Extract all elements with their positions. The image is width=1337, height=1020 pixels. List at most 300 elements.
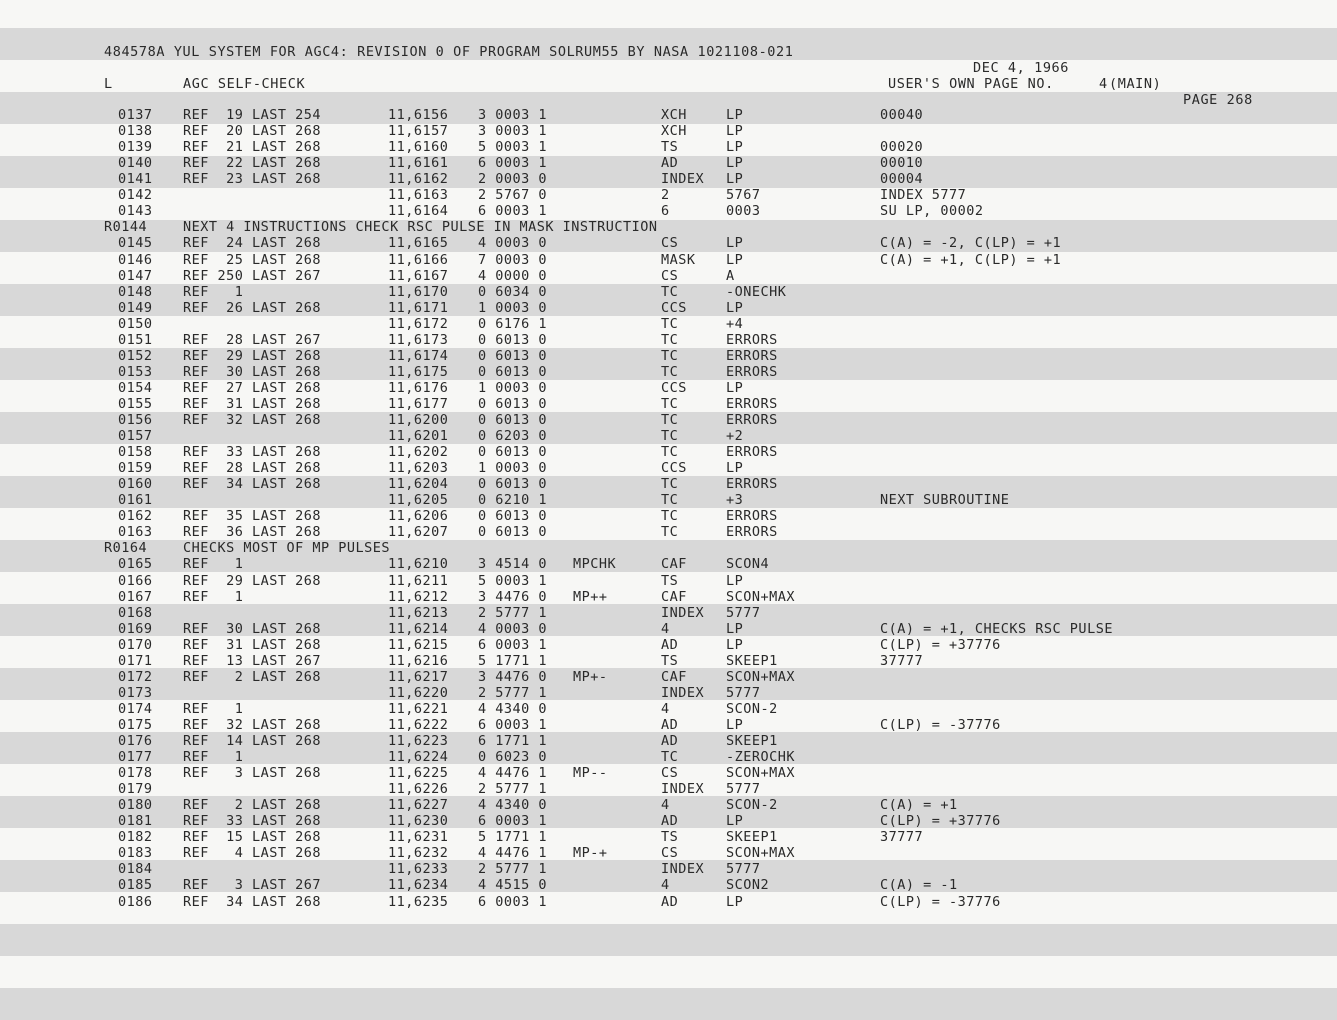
- operand: SCON4: [726, 556, 770, 573]
- header-title: 484578A YUL SYSTEM FOR AGC4: REVISION 0 OF PROGRAM SOLRUM55 BY NASA 1021108-021: [104, 44, 794, 60]
- line-number: 0172: [118, 668, 153, 685]
- address: 11,6224: [388, 749, 449, 765]
- listing-row: [0, 845, 1337, 861]
- listing-row: [0, 107, 1337, 123]
- operand: SKEEP1: [726, 829, 778, 846]
- listing-row: [0, 653, 1337, 669]
- address: 11,6221: [388, 700, 449, 717]
- opcode: CS: [661, 765, 679, 782]
- line-number: R0144: [104, 219, 148, 236]
- users-page-label: USER'S OWN PAGE NO.: [888, 76, 1054, 92]
- octal-word: 4 4340 0: [478, 700, 548, 717]
- octal-word: 3 4514 0: [478, 556, 548, 573]
- header-date: DEC 4, 1966: [973, 60, 1070, 76]
- address: 11,6213: [388, 604, 449, 621]
- line-number: 0175: [118, 716, 153, 733]
- octal-word: 3 0003 1: [478, 123, 548, 139]
- opcode: TS: [661, 652, 679, 669]
- listing-row: [0, 605, 1337, 621]
- comment: 37777: [880, 652, 924, 669]
- ref-field: REF 27 LAST 268: [183, 379, 322, 396]
- address: 11,6223: [388, 733, 449, 749]
- address: 11,6232: [388, 845, 449, 862]
- ref-field: REF 19 LAST 254: [183, 107, 322, 123]
- opcode: MASK: [661, 251, 696, 268]
- operand: ERRORS: [726, 444, 778, 461]
- ref-field: REF 14 LAST 268: [183, 733, 322, 749]
- address: 11,6157: [388, 123, 449, 139]
- listing-row: [0, 877, 1337, 893]
- operand: 5777: [726, 684, 761, 701]
- address: 11,6225: [388, 765, 449, 782]
- operand: LP: [726, 813, 744, 830]
- line-number: 0148: [118, 283, 153, 300]
- line-number: 0168: [118, 604, 153, 621]
- line-number: 0182: [118, 829, 153, 846]
- ref-field: REF 35 LAST 268: [183, 508, 322, 525]
- opcode: TC: [661, 492, 679, 509]
- octal-word: 0 6013 0: [478, 347, 548, 364]
- address: 11,6226: [388, 781, 449, 798]
- operand: ERRORS: [726, 476, 778, 493]
- operand: LP: [726, 235, 744, 252]
- operand: 0003: [726, 203, 761, 220]
- opcode: CAF: [661, 668, 687, 685]
- ref-field: REF 250 LAST 267: [183, 267, 322, 284]
- ref-field: REF 28 LAST 268: [183, 460, 322, 477]
- opcode: TC: [661, 411, 679, 428]
- opcode: CCS: [661, 379, 687, 396]
- address: 11,6165: [388, 235, 449, 252]
- octal-word: 3 4476 0: [478, 668, 548, 685]
- comment: 00010: [880, 155, 924, 172]
- comment: 00020: [880, 139, 924, 156]
- line-number: 0158: [118, 444, 153, 461]
- ref-field: REF 30 LAST 268: [183, 620, 322, 637]
- opcode: CCS: [661, 299, 687, 316]
- opcode: TC: [661, 428, 679, 444]
- ref-field: REF 13 LAST 267: [183, 652, 322, 669]
- line-number: 0149: [118, 299, 153, 316]
- comment: NEXT SUBROUTINE: [880, 492, 1010, 509]
- operand: SCON-2: [726, 700, 778, 717]
- line-number: 0139: [118, 139, 153, 156]
- symbol-label: MP-+: [573, 845, 608, 862]
- line-number: 0166: [118, 572, 153, 589]
- listing-row: [0, 284, 1337, 300]
- ref-field: REF 22 LAST 268: [183, 155, 322, 172]
- address: 11,6204: [388, 476, 449, 493]
- line-number: 0142: [118, 187, 153, 204]
- octal-word: 6 0003 1: [478, 893, 548, 910]
- octal-word: 0 6013 0: [478, 508, 548, 525]
- remark-row: [0, 219, 1337, 235]
- opcode: CCS: [661, 460, 687, 477]
- address: 11,6174: [388, 347, 449, 364]
- listing-row: [0, 717, 1337, 733]
- line-number: 0173: [118, 684, 153, 701]
- line-number: 0159: [118, 460, 153, 477]
- operand: +4: [726, 315, 744, 332]
- address: 11,6201: [388, 428, 449, 444]
- listing-row: [0, 268, 1337, 284]
- octal-word: 0 6013 0: [478, 331, 548, 348]
- ref-field: REF 33 LAST 268: [183, 444, 322, 461]
- ref-field: REF 21 LAST 268: [183, 139, 322, 156]
- address: 11,6160: [388, 139, 449, 156]
- operand: LP: [726, 460, 744, 477]
- line-number: 0179: [118, 781, 153, 798]
- operand: +3: [726, 492, 744, 509]
- listing-row: [0, 412, 1337, 428]
- line-number: 0181: [118, 813, 153, 830]
- remark-text: CHECKS MOST OF MP PULSES: [183, 540, 391, 557]
- operand: -ONECHK: [726, 283, 787, 300]
- operand: SKEEP1: [726, 652, 778, 669]
- opcode: TC: [661, 315, 679, 332]
- opcode: INDEX: [661, 781, 705, 798]
- comment: C(LP) = -37776: [880, 716, 1001, 733]
- octal-word: 0 6013 0: [478, 444, 548, 461]
- address: 11,6216: [388, 652, 449, 669]
- operand: SKEEP1: [726, 733, 778, 749]
- listing-row: [0, 252, 1337, 268]
- octal-word: 1 0003 0: [478, 299, 548, 316]
- address: 11,6162: [388, 171, 449, 188]
- octal-word: 4 0003 0: [478, 235, 548, 252]
- octal-word: 4 0000 0: [478, 267, 548, 284]
- line-number: 0176: [118, 733, 153, 749]
- opcode: 4: [661, 797, 670, 814]
- address: 11,6176: [388, 379, 449, 396]
- operand: ERRORS: [726, 524, 778, 541]
- octal-word: 7 0003 0: [478, 251, 548, 268]
- subheader-title: AGC SELF-CHECK: [183, 76, 306, 92]
- operand: LP: [726, 379, 744, 396]
- octal-word: 6 0003 1: [478, 636, 548, 653]
- octal-word: 2 5767 0: [478, 187, 548, 204]
- opcode: TS: [661, 572, 679, 589]
- line-number: 0146: [118, 251, 153, 268]
- ref-field: REF 30 LAST 268: [183, 363, 322, 380]
- ref-field: REF 2 LAST 268: [183, 797, 322, 814]
- listing-row: [0, 123, 1337, 139]
- opcode: TC: [661, 508, 679, 525]
- ref-field: REF 28 LAST 267: [183, 331, 322, 348]
- address: 11,6231: [388, 829, 449, 846]
- opcode: 4: [661, 877, 670, 894]
- operand: ERRORS: [726, 363, 778, 380]
- listing-row: [0, 861, 1337, 877]
- ref-field: REF 26 LAST 268: [183, 299, 322, 316]
- ref-field: REF 23 LAST 268: [183, 171, 322, 188]
- octal-word: 6 0003 1: [478, 813, 548, 830]
- opcode: INDEX: [661, 861, 705, 878]
- operand: LP: [726, 123, 744, 139]
- opcode: CS: [661, 845, 679, 862]
- opcode: TC: [661, 749, 679, 765]
- line-number: 0143: [118, 203, 153, 220]
- listing-row: [0, 203, 1337, 219]
- ref-field: REF 24 LAST 268: [183, 235, 322, 252]
- address: 11,6164: [388, 203, 449, 220]
- octal-word: 2 5777 1: [478, 781, 548, 798]
- address: 11,6217: [388, 668, 449, 685]
- operand: 5767: [726, 187, 761, 204]
- address: 11,6220: [388, 684, 449, 701]
- subheader-marker: L: [104, 76, 113, 92]
- line-number: 0185: [118, 877, 153, 894]
- listing-row: [0, 829, 1337, 845]
- listing-row: [0, 524, 1337, 540]
- line-number: 0169: [118, 620, 153, 637]
- remark-text: NEXT 4 INSTRUCTIONS CHECK RSC PULSE IN MASK INSTRUCTION: [183, 219, 658, 236]
- ref-field: REF 1: [183, 749, 244, 765]
- octal-word: 3 4476 0: [478, 588, 548, 605]
- address: 11,6161: [388, 155, 449, 172]
- line-number: 0155: [118, 395, 153, 412]
- listing-row: [0, 396, 1337, 412]
- listing-row: [0, 685, 1337, 701]
- comment: C(LP) = +37776: [880, 813, 1001, 830]
- opcode: TS: [661, 829, 679, 846]
- address: 11,6202: [388, 444, 449, 461]
- opcode: TC: [661, 476, 679, 493]
- line-number: 0177: [118, 749, 153, 765]
- line-number: 0147: [118, 267, 153, 284]
- comment: INDEX 5777: [880, 187, 967, 204]
- octal-word: 5 1771 1: [478, 829, 548, 846]
- operand: +2: [726, 428, 744, 444]
- operand: SCON+MAX: [726, 845, 796, 862]
- operand: LP: [726, 171, 744, 188]
- operand: LP: [726, 299, 744, 316]
- listing-row: [0, 894, 1337, 910]
- octal-word: 4 4476 1: [478, 845, 548, 862]
- header-section: (MAIN): [1109, 76, 1162, 92]
- octal-word: 0 6013 0: [478, 363, 548, 380]
- octal-word: 5 0003 1: [478, 139, 548, 156]
- line-number: 0170: [118, 636, 153, 653]
- opcode: TS: [661, 139, 679, 156]
- listing-row: [0, 364, 1337, 380]
- opcode: CS: [661, 267, 679, 284]
- listing-row: [0, 139, 1337, 155]
- listing-row: [0, 556, 1337, 572]
- octal-word: 1 0003 0: [478, 379, 548, 396]
- line-number: 0145: [118, 235, 153, 252]
- octal-word: 6 0003 1: [478, 716, 548, 733]
- operand: LP: [726, 620, 744, 637]
- octal-word: 0 6013 0: [478, 395, 548, 412]
- opcode: 4: [661, 620, 670, 637]
- octal-word: 4 4340 0: [478, 797, 548, 814]
- ref-field: REF 20 LAST 268: [183, 123, 322, 139]
- address: 11,6175: [388, 363, 449, 380]
- octal-word: 5 1771 1: [478, 652, 548, 669]
- line-number: 0165: [118, 556, 153, 573]
- address: 11,6214: [388, 620, 449, 637]
- header-page: PAGE 268: [1183, 92, 1253, 108]
- opcode: XCH: [661, 123, 687, 139]
- operand: ERRORS: [726, 347, 778, 364]
- operand: LP: [726, 251, 744, 268]
- octal-word: 0 6203 0: [478, 428, 548, 444]
- opcode: TC: [661, 347, 679, 364]
- octal-word: 5 0003 1: [478, 572, 548, 589]
- opcode: CAF: [661, 556, 687, 573]
- remark-row: [0, 540, 1337, 556]
- line-number: 0183: [118, 845, 153, 862]
- listing-row: [0, 476, 1337, 492]
- opcode: AD: [661, 716, 679, 733]
- listing-row: [0, 813, 1337, 829]
- operand: LP: [726, 107, 744, 123]
- listing-row: [0, 155, 1337, 171]
- ref-field: REF 3 LAST 267: [183, 877, 322, 894]
- line-number: 0157: [118, 428, 153, 444]
- listing-row: [0, 797, 1337, 813]
- comment: SU LP, 00002: [880, 203, 984, 220]
- listing-row: [0, 508, 1337, 524]
- address: 11,6235: [388, 893, 449, 910]
- ref-field: REF 1: [183, 588, 244, 605]
- ref-field: REF 15 LAST 268: [183, 829, 322, 846]
- line-number: 0156: [118, 411, 153, 428]
- line-number: 0137: [118, 107, 153, 123]
- address: 11,6234: [388, 877, 449, 894]
- address: 11,6222: [388, 716, 449, 733]
- line-number: 0160: [118, 476, 153, 493]
- opcode: TC: [661, 363, 679, 380]
- octal-word: 6 1771 1: [478, 733, 548, 749]
- listing-row: [0, 492, 1337, 508]
- listing-row: [0, 187, 1337, 203]
- address: 11,6167: [388, 267, 449, 284]
- comment: C(A) = -1: [880, 877, 958, 894]
- comment: 00004: [880, 171, 924, 188]
- operand: SCON-2: [726, 797, 778, 814]
- comment: C(LP) = -37776: [880, 893, 1001, 910]
- line-number: 0186: [118, 893, 153, 910]
- address: 11,6233: [388, 861, 449, 878]
- line-number: 0178: [118, 765, 153, 782]
- address: 11,6166: [388, 251, 449, 268]
- opcode: TC: [661, 283, 679, 300]
- comment: C(A) = +1, CHECKS RSC PULSE: [880, 620, 1113, 637]
- ref-field: REF 34 LAST 268: [183, 476, 322, 493]
- operand: ERRORS: [726, 411, 778, 428]
- operand: SCON+MAX: [726, 588, 796, 605]
- operand: LP: [726, 893, 744, 910]
- line-number: 0171: [118, 652, 153, 669]
- listing-row: [0, 235, 1337, 251]
- octal-word: 4 4476 1: [478, 765, 548, 782]
- octal-word: 4 4515 0: [478, 877, 548, 894]
- listing-row: [0, 573, 1337, 589]
- opcode: CS: [661, 235, 679, 252]
- ref-field: REF 25 LAST 268: [183, 251, 322, 268]
- address: 11,6173: [388, 331, 449, 348]
- line-number: 0174: [118, 700, 153, 717]
- octal-word: 2 5777 1: [478, 861, 548, 878]
- address: 11,6203: [388, 460, 449, 477]
- listing-row: [0, 316, 1337, 332]
- octal-word: 0 6013 0: [478, 524, 548, 541]
- line-number: 0161: [118, 492, 153, 509]
- comment: 37777: [880, 829, 924, 846]
- listing-row: [0, 460, 1337, 476]
- ref-field: REF 1: [183, 283, 244, 300]
- octal-word: 2 0003 0: [478, 171, 548, 188]
- listing-row: [0, 669, 1337, 685]
- listing-row: [0, 701, 1337, 717]
- listing-row: [0, 749, 1337, 765]
- ref-field: REF 32 LAST 268: [183, 716, 322, 733]
- line-number: 0162: [118, 508, 153, 525]
- octal-word: 0 6023 0: [478, 749, 548, 765]
- symbol-label: MPCHK: [573, 556, 617, 573]
- address: 11,6170: [388, 283, 449, 300]
- operand: SCON+MAX: [726, 668, 796, 685]
- octal-word: 0 6013 0: [478, 476, 548, 493]
- opcode: AD: [661, 813, 679, 830]
- listing-row: [0, 348, 1337, 364]
- opcode: TC: [661, 395, 679, 412]
- address: 11,6211: [388, 572, 449, 589]
- opcode: INDEX: [661, 171, 705, 188]
- line-number: 0154: [118, 379, 153, 396]
- ref-field: REF 29 LAST 268: [183, 347, 322, 364]
- address: 11,6215: [388, 636, 449, 653]
- ref-field: REF 31 LAST 268: [183, 395, 322, 412]
- operand: LP: [726, 572, 744, 589]
- listing-row: [0, 765, 1337, 781]
- operand: 5777: [726, 781, 761, 798]
- operand: SCON2: [726, 877, 770, 894]
- listing-row: [0, 621, 1337, 637]
- ref-field: REF 36 LAST 268: [183, 524, 322, 541]
- operand: LP: [726, 716, 744, 733]
- operand: ERRORS: [726, 508, 778, 525]
- opcode: TC: [661, 524, 679, 541]
- listing-row: [0, 380, 1337, 396]
- opcode: AD: [661, 155, 679, 172]
- address: 11,6156: [388, 107, 449, 123]
- octal-word: 2 5777 1: [478, 684, 548, 701]
- listing-row: [0, 781, 1337, 797]
- octal-word: 0 6210 1: [478, 492, 548, 509]
- opcode: AD: [661, 636, 679, 653]
- address: 11,6230: [388, 813, 449, 830]
- opcode: 4: [661, 700, 670, 717]
- opcode: 6: [661, 203, 670, 220]
- operand: 5777: [726, 604, 761, 621]
- listing-row: [0, 733, 1337, 749]
- symbol-label: MP+-: [573, 668, 608, 685]
- address: 11,6205: [388, 492, 449, 509]
- opcode: 2: [661, 187, 670, 204]
- ref-field: REF 29 LAST 268: [183, 572, 322, 589]
- users-page-number: 4: [1099, 76, 1108, 92]
- symbol-label: MP--: [573, 765, 608, 782]
- symbol-label: MP++: [573, 588, 608, 605]
- listing-row: [0, 637, 1337, 653]
- octal-word: 6 0003 1: [478, 155, 548, 172]
- octal-word: 1 0003 0: [478, 460, 548, 477]
- address: 11,6210: [388, 556, 449, 573]
- ref-field: REF 34 LAST 268: [183, 893, 322, 910]
